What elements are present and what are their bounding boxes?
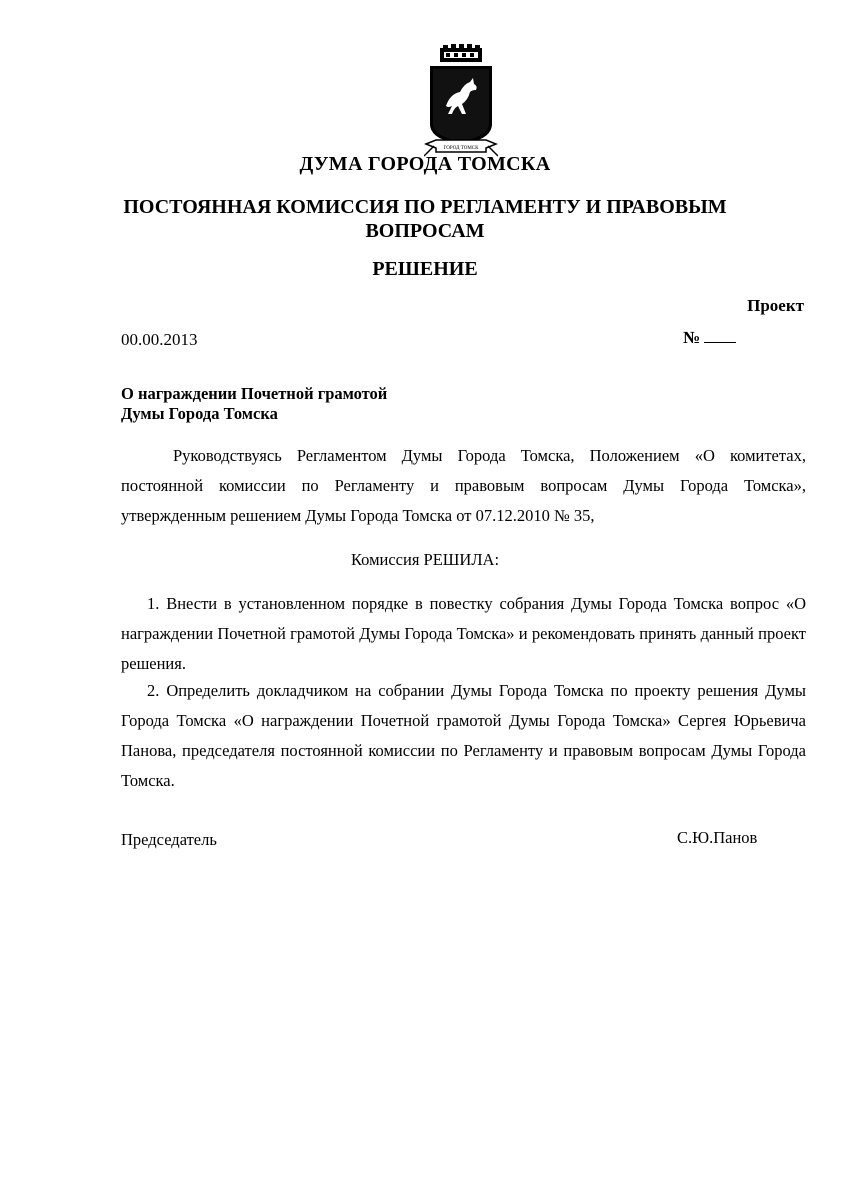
subject-line2: Думы Города Томска [121,404,278,423]
number-label: № [683,328,701,347]
document-date: 00.00.2013 [121,330,198,349]
tomsk-coat-of-arms-icon [424,44,498,160]
decision-item-2: 2. Определить докладчиком на собрании Думы Города Томска по проекту решения Думы Города Томска «О награждении Почетной грамотой Думы Города Томска» Сергея Юрьевича Панова, председателя постоянной комиссии по Регламенту и правовым вопросам Думы Города Томска. [121,681,806,790]
commission-title [0,195,850,243]
document-number [683,328,736,348]
draft-label: Проект [747,296,804,315]
decision-subject [121,384,387,424]
commission-title-line2: ВОПРОСАМ [365,220,485,242]
commission-decided: Комиссия РЕШИЛА: [350,550,500,569]
decision-title: РЕШЕНИЕ [372,258,478,280]
emblem-ribbon-text: ГОРОД ТОМСК [443,146,479,151]
basis-paragraph: Руководствуясь Регламентом Думы Города Томска, Положением «О комитетах, постоянной комиссии по Регламенту и правовым вопросам Думы Города Томска», утвержденным решением Думы Города Томска от 07.12.2010 № 35, [121,446,806,525]
subject-line1: О награждении Почетной грамотой [121,384,388,403]
commission-title-line1: ПОСТОЯННАЯ КОМИССИЯ ПО РЕГЛАМЕНТУ И ПРАВОВЫМ [123,196,727,218]
signature-name: С.Ю.Панов [677,828,758,847]
number-blank [704,328,736,343]
decision-item-1: 1. Внести в установленном порядке в повестку собрания Думы Города Томска вопрос «О награждении Почетной грамотой Думы Города Томска» и рекомендовать принять данный проект решения. [121,594,806,673]
duma-title: ДУМА ГОРОДА ТОМСКА [299,153,551,175]
signature-role: Председатель [121,830,217,849]
